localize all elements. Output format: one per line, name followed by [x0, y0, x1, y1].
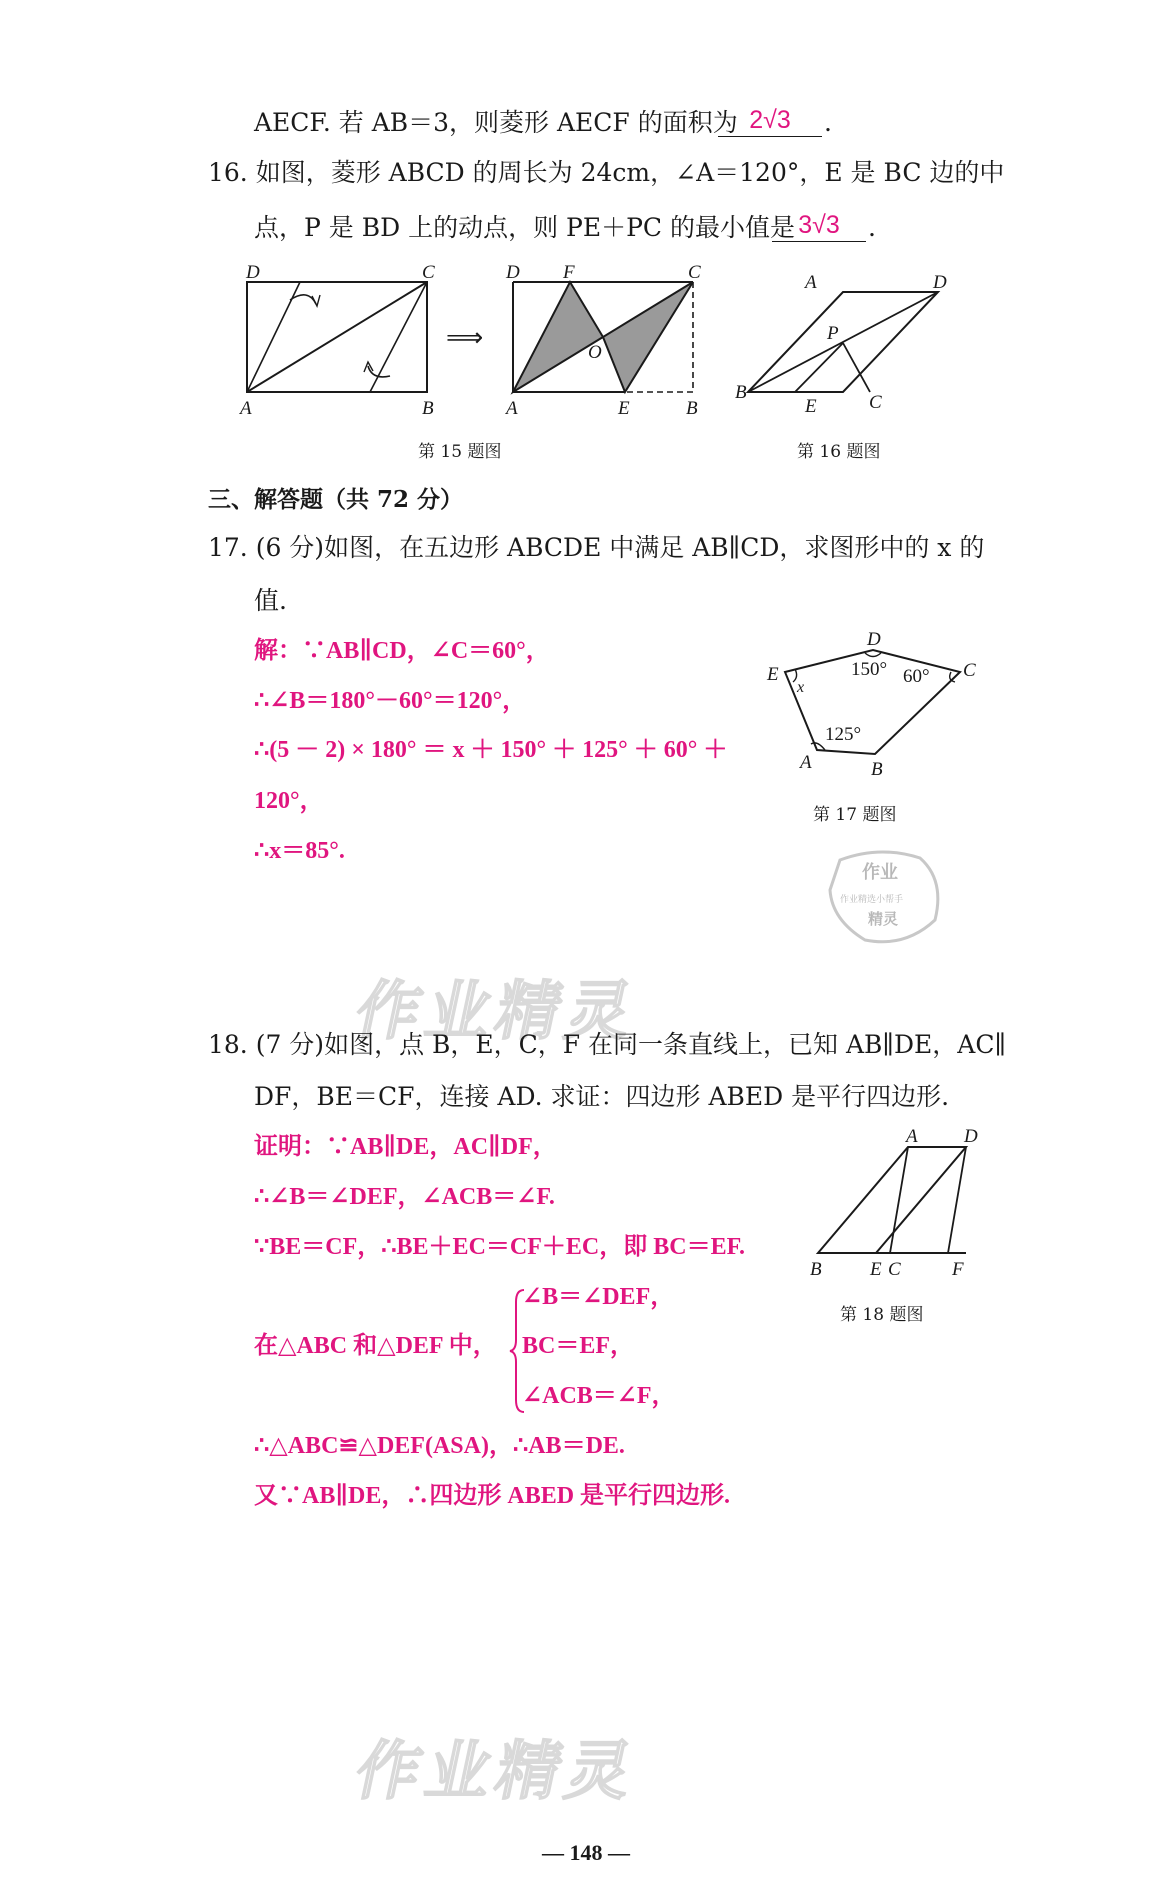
stamp-logo [820, 840, 950, 950]
q17-line2: 值. [254, 586, 287, 615]
watermark-bottom: 作业精灵 [348, 1735, 645, 1809]
q15-answer: 2√3 [718, 104, 822, 137]
fig15-r-label-A: A [506, 398, 518, 419]
q16-end: . [868, 213, 876, 242]
figure-16 [735, 270, 950, 420]
figure-17 [755, 632, 980, 782]
fig16-label-P: P [827, 323, 839, 344]
stamp-text-1: 作业 [862, 862, 898, 883]
fig15-r-label-C: C [688, 262, 701, 283]
fig18-caption: 第 18 题图 [840, 1305, 924, 1325]
q18-line2: DF，BE＝CF，连接 AD. 求证：四边形 ABED 是平行四边形. [254, 1082, 950, 1111]
q18-line1: 18. (7 分)如图，点 B，E，C，F 在同一条直线上，已知 AB∥DE，AC∥ [208, 1030, 1006, 1059]
q15-tail-text: AECF. 若 AB＝3，则菱形 AECF 的面积为 [254, 108, 738, 137]
q18-proof-end-2: 又∵AB∥DE，∴四边形 ABED 是平行四边形. [254, 1483, 731, 1509]
fig15-label-B: B [422, 398, 434, 419]
fig16-label-B: B [735, 382, 747, 403]
figure-15 [230, 262, 710, 422]
fig17-label-A: A [800, 752, 812, 773]
fig15-label-D: D [246, 262, 260, 283]
q16-line2: 点，P 是 BD 上的动点，则 PE＋PC 的最小值是 [254, 213, 795, 242]
q18-brace-intro: 在△ABC 和△DEF 中， [254, 1333, 497, 1359]
q16-answer: 3√3 [772, 209, 866, 242]
q18-brace-item-1: ∠B＝∠DEF， [522, 1284, 675, 1310]
fig18-label-A: A [906, 1126, 918, 1147]
fig17-label-E: E [767, 664, 779, 685]
fig18-label-B: B [810, 1259, 822, 1280]
q18-proof-3: ∵BE＝CF，∴BE＋EC＝CF＋EC，即 BC＝EF. [254, 1234, 746, 1260]
q18-proof-end-1: ∴△ABC≌△DEF(ASA)，∴AB＝DE. [254, 1433, 625, 1459]
fig17-caption: 第 17 题图 [813, 805, 897, 825]
q17-solution-3: ∴(5 － 2) × 180° ＝ x ＋ 150° ＋ 125° ＋ 60° ＋ [254, 737, 728, 763]
section3-title: 三、解答题（共 72 分） [208, 486, 464, 513]
fig15-r-label-D: D [506, 262, 520, 283]
q18-brace-item-2: BC＝EF， [522, 1333, 635, 1359]
q17-solution-2: ∴∠B＝180°－60°＝120°， [254, 688, 527, 714]
q18-proof-2: ∴∠B＝∠DEF，∠ACB＝∠F. [254, 1184, 555, 1210]
fig15-arrow: ⟹ [446, 323, 484, 352]
fig18-label-D: D [964, 1126, 978, 1147]
fig15-label-C: C [422, 262, 435, 283]
q15-end: . [824, 108, 832, 137]
fig17-label-D: D [867, 632, 881, 650]
fig17-angle-60: 60° [903, 666, 930, 687]
figure-18 [808, 1125, 978, 1285]
fig15-label-A: A [240, 398, 252, 419]
fig18-label-E: E [870, 1259, 882, 1280]
q17-line1: 17. (6 分)如图，在五边形 ABCDE 中满足 AB∥CD，求图形中的 x 的 [208, 533, 985, 562]
fig15-r-label-F: F [563, 262, 575, 283]
fig16-caption: 第 16 题图 [797, 442, 881, 462]
q18-brace-item-3: ∠ACB＝∠F， [522, 1383, 676, 1409]
fig17-label-B: B [871, 759, 883, 780]
fig16-label-E: E [805, 396, 817, 417]
fig16-label-D: D [933, 272, 947, 293]
stamp-text-3: 精灵 [868, 910, 899, 928]
q17-solution-5: ∴x＝85°. [254, 838, 345, 864]
stamp-text-2: 作业精选小帮手 [840, 895, 904, 905]
fig16-label-A: A [805, 272, 817, 293]
q17-solution-1: 解：∵AB∥CD，∠C＝60°， [254, 638, 550, 664]
fig15-r-label-B: B [686, 398, 698, 419]
q16-line1: 16. 如图，菱形 ABCD 的周长为 24cm，∠A＝120°，E 是 BC 边的中 [208, 158, 1005, 187]
fig17-angle-125: 125° [825, 724, 862, 745]
watermark-top: 作业精灵 [348, 975, 645, 1049]
fig15-r-label-E: E [618, 398, 630, 419]
fig16-label-C: C [869, 392, 882, 413]
fig17-angle-150: 150° [851, 659, 888, 680]
q18-proof-1: 证明：∵AB∥DE，AC∥DF， [254, 1134, 557, 1160]
q17-solution-4: 120°， [254, 788, 324, 814]
page-number: — 148 — [542, 1840, 630, 1865]
fig15-caption: 第 15 题图 [418, 442, 502, 462]
fig17-label-x: x [797, 679, 805, 696]
fig17-label-C: C [963, 660, 976, 681]
fig18-label-F: F [952, 1259, 964, 1280]
fig15-r-label-O: O [588, 342, 602, 363]
fig18-label-C: C [888, 1259, 901, 1280]
